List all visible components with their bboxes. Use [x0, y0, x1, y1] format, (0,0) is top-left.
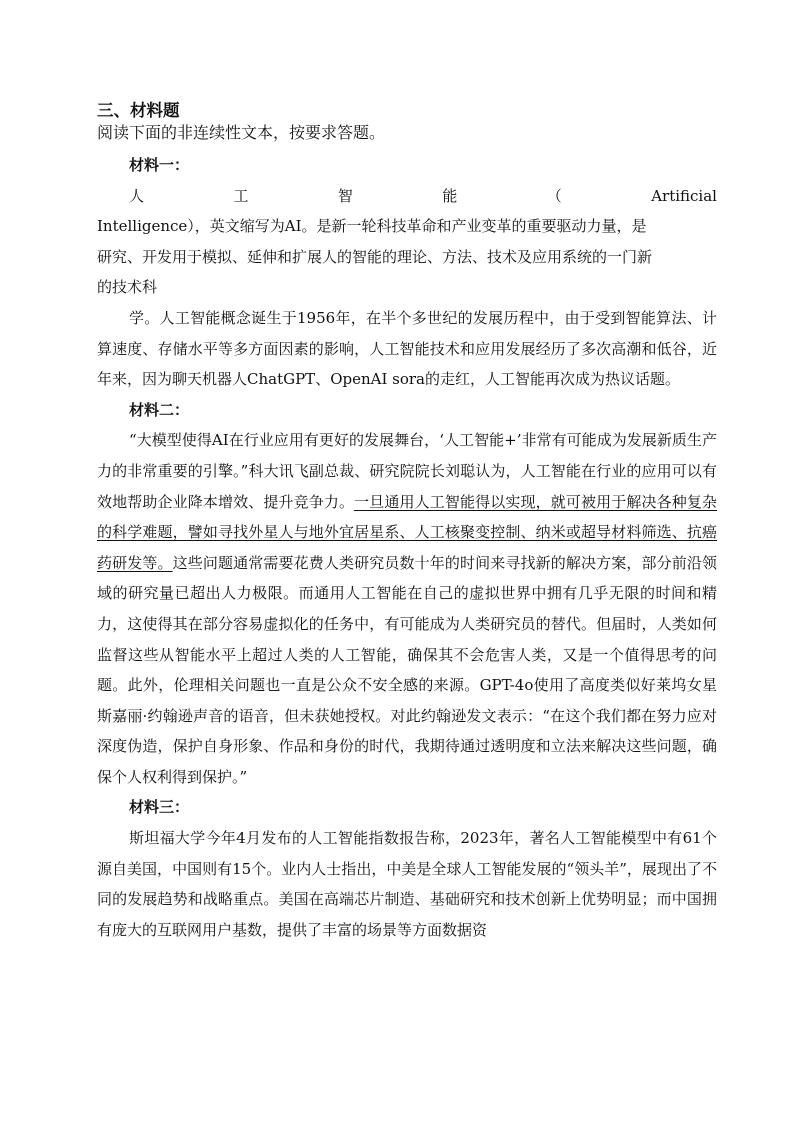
material-1-line-4: 的技术科 [97, 278, 158, 297]
word: Artificial [651, 186, 717, 205]
material-3-paragraph: 斯坦福大学今年4月发布的人工智能指数报告称，2023年，著名人工智能模型中有61个源自美国，中国则有15个。业内人士指出，中美是全球人工智能发展的“领头羊”，展现出了不同的发展趋势和战略重点。美国在高端芯片制造、基础研究和技术创新上优势明显；而中国拥有庞大的互联网用户基数，提供了丰富的场景等方面数据资 [97, 829, 717, 939]
material-2-text-after: 这些问题通常需要花费人类研究员数十年的时间来寻找新的解决方案，部分前沿领域的研究量已超出人力极限。而通用人工智能在自己的虚拟世界中拥有几乎无限的时间和精力，这使得其在部分容易虚拟化的任务中，有可能成为人类研究员的替代。但届时，人类如何监督这些从智能水平上超过人类的人工智能，确保其不会危害人类，又是一个值得思考的问题。此外，伦理相关问题也一直是公众不安全感的来源。GPT-4o使用了高度类似好莱坞女星斯嘉丽·约翰逊声音的语音，但未获她授权。对此约翰逊发文表示：“在这个我们都在努力应对深度伪造，保护自身形象、作品和身份的时代，我期待通过透明度和立法来解决这些问题，确保个人权利得到保护。” [97, 553, 717, 786]
word: （ [546, 186, 562, 205]
word: 人 [129, 186, 145, 205]
instruction-text: 阅读下面的非连续性文本，按要求答题。 [97, 123, 386, 142]
word: 工 [233, 186, 249, 205]
material-1-label: 材料一： [129, 156, 190, 174]
material-2-paragraph [97, 425, 717, 792]
material-1-line-3: 研究、开发用于模拟、延伸和扩展人的智能的理论、方法、技术及应用系统的一门新 [97, 247, 653, 266]
material-2-text-before: “大模型使得AI在行业应用有更好的发展舞台，‘人工智能+’非常有可能成为发展新质生产力的非常重要的引擎。”科大讯飞副总裁、研究院院长刘聪认为，人工智能在行业的应用可以有效地帮助企业降本增效、提升竞争力。 [97, 431, 717, 511]
material-3-label: 材料三： [129, 798, 190, 817]
material-1-line-2: Intelligence），英文缩写为AI。是新一轮科技革命和产业变革的重要驱动力量，是 [97, 217, 647, 236]
material-1-spread-line [97, 181, 717, 212]
section-heading: 三、材料题 [97, 101, 180, 120]
material-2-underlined-text: 一旦通用人工智能得以实现，就可被用于解决各种复杂的科学难题，譬如寻找外星人与地外宜居星系、人工核聚变控制、纳米或超导材料筛选、抗癌药研发等。 [97, 492, 717, 572]
material-2-label: 材料二： [129, 400, 190, 419]
word: 能 [442, 186, 458, 205]
document-body [97, 150, 717, 945]
material-1-paragraph-2: 学。人工智能概念诞生于1956年，在半个多世纪的发展历程中，由于受到智能算法、计算速度、存储水平等多方面因素的影响，人工智能技术和应用发展经历了多次高潮和低谷，近年来，因为聊天机器人ChatGPT、OpenAI sora的走红，人工智能再次成为热议话题。 [97, 308, 717, 389]
word: 智 [337, 186, 353, 205]
